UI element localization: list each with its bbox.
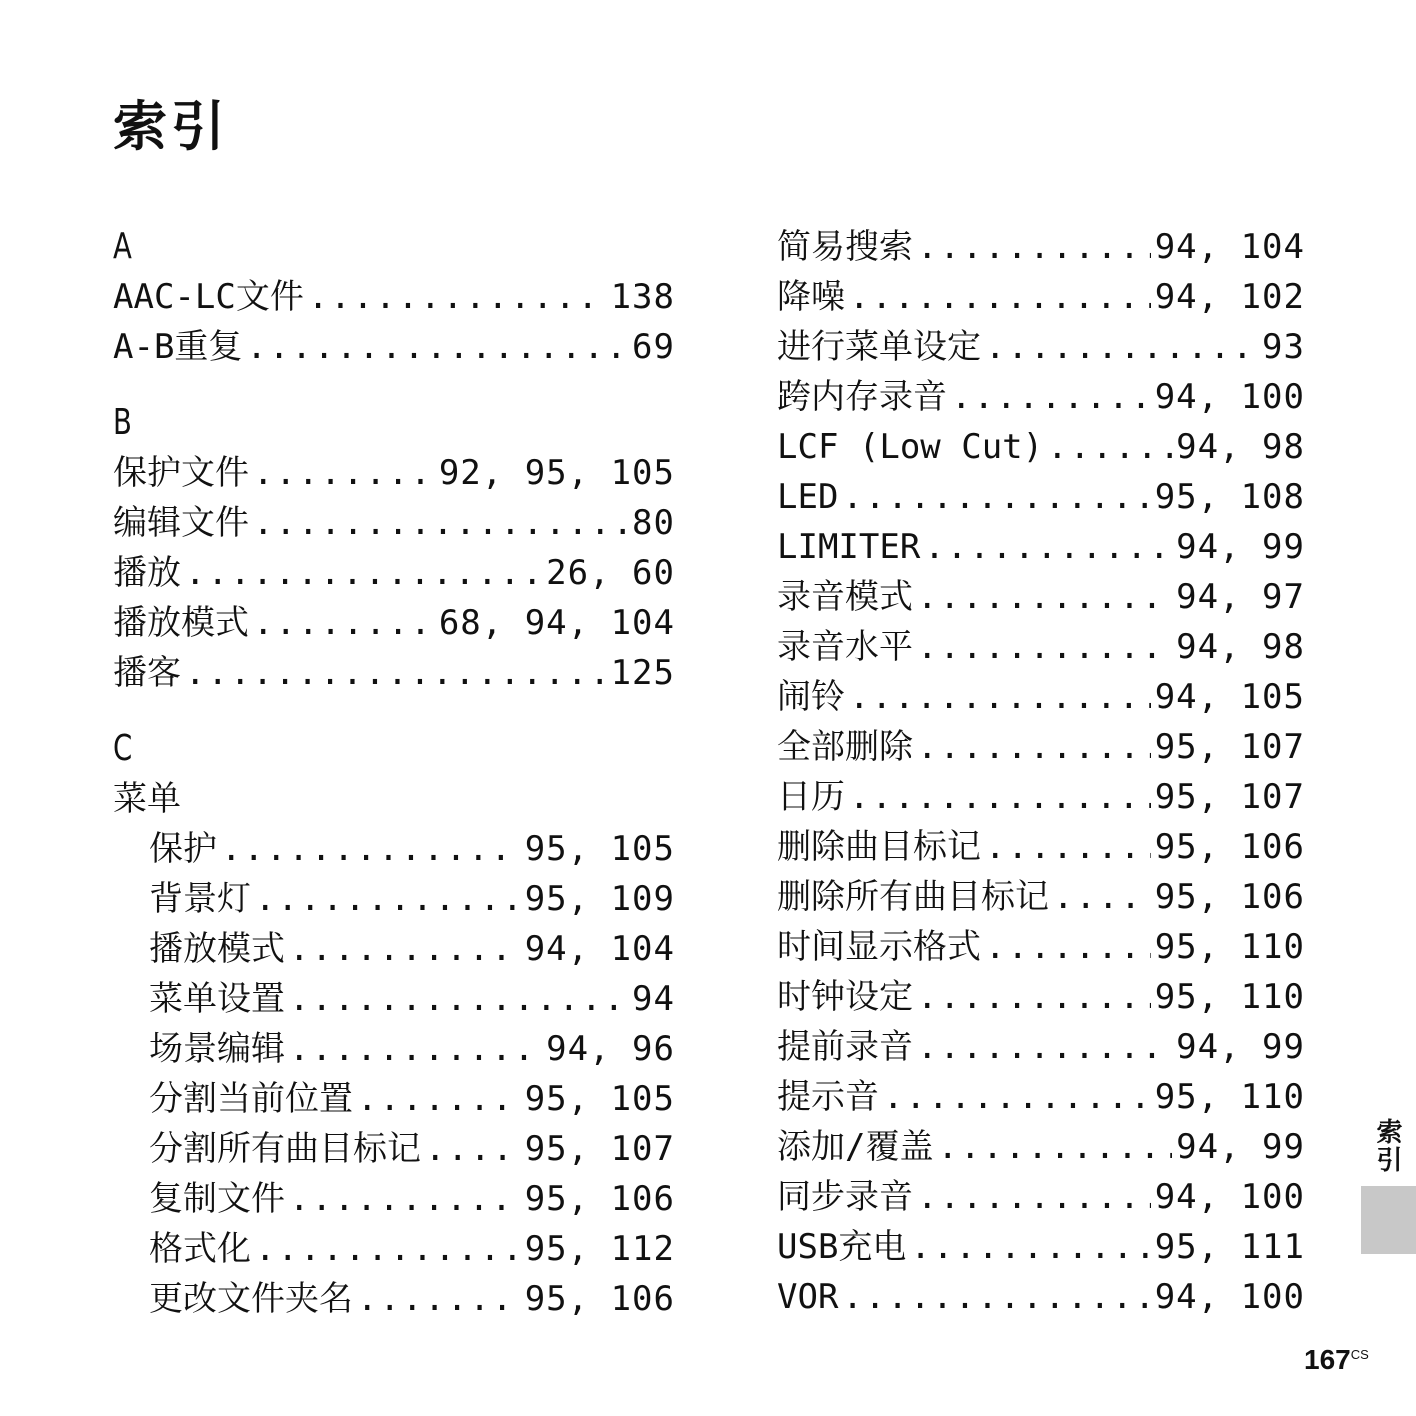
entry-term: A-B重复 [113, 327, 243, 367]
entry-pages: 95, 110 [1154, 927, 1305, 967]
index-section-a [113, 222, 675, 372]
section-letter: A [113, 226, 132, 267]
entry-pages: 94, 105 [1154, 677, 1305, 717]
leader-dots [917, 722, 1151, 772]
page-number-value: 167 [1304, 1344, 1351, 1375]
entry-pages: 93 [1262, 327, 1305, 367]
entry-term: 保护 [149, 829, 217, 869]
side-tab-label: 索引 [1372, 1118, 1402, 1174]
section-letter: B [113, 402, 132, 443]
entry-pages: 94, 104 [524, 929, 675, 969]
entry-pages: 95, 105 [524, 1079, 675, 1119]
index-subentry [113, 924, 675, 974]
entry-pages: 95, 105 [524, 829, 675, 869]
entry-pages: 69 [632, 327, 675, 367]
entry-term: 播放模式 [149, 929, 285, 969]
leader-dots [1047, 422, 1172, 472]
leader-dots [951, 372, 1151, 422]
leader-dots [425, 1124, 521, 1174]
entry-term: 日历 [777, 777, 845, 817]
entry-pages: 95, 110 [1154, 1077, 1305, 1117]
entry-term: AAC-LC文件 [113, 277, 304, 317]
entry-term: 更改文件夹名 [149, 1279, 353, 1319]
index-subentry [113, 1224, 675, 1274]
index-subentry [113, 1124, 675, 1174]
entry-pages: 94, 100 [1154, 377, 1305, 417]
entry-pages: 94, 99 [1176, 527, 1305, 567]
entry-term: 菜单设置 [149, 979, 285, 1019]
page-number [1304, 1346, 1369, 1374]
index-entry [777, 422, 1305, 472]
index-entry [113, 598, 675, 648]
entry-term: 同步录音 [777, 1177, 913, 1217]
entry-pages: 94, 99 [1176, 1027, 1305, 1067]
index-entry [777, 372, 1305, 422]
leader-dots [255, 874, 521, 924]
entry-pages: 125 [610, 653, 675, 693]
entry-pages: 95, 107 [524, 1129, 675, 1169]
index-subentry [113, 1024, 675, 1074]
entry-term: 提示音 [777, 1077, 879, 1117]
leader-dots [255, 1224, 521, 1274]
index-entry [113, 322, 675, 372]
entry-term: 时钟设定 [777, 977, 913, 1017]
leader-dots [246, 322, 628, 372]
entry-pages: 94, 98 [1176, 427, 1305, 467]
entry-term: 播放模式 [113, 603, 249, 643]
index-entry [777, 772, 1305, 822]
entry-pages: 95, 110 [1154, 977, 1305, 1017]
leader-dots [185, 548, 542, 598]
index-entry [777, 922, 1305, 972]
index-entry [113, 272, 675, 322]
entry-term: 跨内存录音 [777, 377, 947, 417]
entry-term: 简易搜索 [777, 227, 913, 267]
entry-pages: 94, 104 [1154, 227, 1305, 267]
section-letter: C [113, 728, 133, 769]
entry-pages: 26, 60 [546, 553, 675, 593]
entry-pages: 94, 100 [1154, 1277, 1305, 1317]
index-entry [777, 1072, 1305, 1122]
entry-pages: 92, 95, 105 [438, 453, 675, 493]
leader-dots [917, 972, 1151, 1022]
entry-pages: 94, 97 [1176, 577, 1305, 617]
entry-pages: 94, 99 [1176, 1127, 1305, 1167]
entry-pages: 95, 107 [1154, 727, 1305, 767]
entry-term: 全部删除 [777, 727, 913, 767]
index-entry [777, 1172, 1305, 1222]
index-entry [113, 498, 675, 548]
entry-term: USB充电 [777, 1227, 907, 1267]
entry-term: 编辑文件 [113, 503, 249, 543]
leader-dots [253, 448, 435, 498]
leader-dots [985, 822, 1151, 872]
entry-pages: 94 [632, 979, 675, 1019]
index-entry [777, 1272, 1305, 1322]
leader-dots [289, 974, 628, 1024]
leader-dots [917, 622, 1172, 672]
index-entry [777, 522, 1305, 572]
index-entry [777, 1222, 1305, 1272]
entry-pages: 95, 106 [524, 1279, 675, 1319]
leader-dots [917, 1172, 1151, 1222]
entry-term: 复制文件 [149, 1179, 285, 1219]
leader-dots [937, 1122, 1172, 1172]
index-entry [777, 672, 1305, 722]
entry-term: 播客 [113, 653, 181, 693]
index-entry [777, 572, 1305, 622]
leader-dots [849, 772, 1151, 822]
entry-term: 录音模式 [777, 577, 913, 617]
entry-pages: 95, 106 [1154, 827, 1305, 867]
entry-term: 删除曲目标记 [777, 827, 981, 867]
entry-pages: 95, 111 [1154, 1227, 1305, 1267]
entry-pages: 95, 112 [524, 1229, 675, 1269]
entry-term: LCF (Low Cut) [777, 427, 1044, 467]
index-entry [113, 548, 675, 598]
leader-dots [849, 272, 1151, 322]
leader-dots [185, 648, 607, 698]
page-number-suffix: CS [1350, 1347, 1369, 1362]
entry-term: 场景编辑 [149, 1029, 285, 1069]
index-subentry [113, 1174, 675, 1224]
leader-dots [917, 1022, 1172, 1072]
entry-term: 时间显示格式 [777, 927, 981, 967]
index-right-column [777, 222, 1305, 1322]
entry-term: 进行菜单设定 [777, 327, 981, 367]
leader-dots [883, 1072, 1151, 1122]
index-entry [777, 222, 1305, 272]
index-entry [777, 722, 1305, 772]
entry-term: 降噪 [777, 277, 845, 317]
leader-dots [917, 572, 1172, 622]
entry-term: 背景灯 [149, 879, 251, 919]
index-subentry [113, 824, 675, 874]
entry-pages: 95, 106 [1154, 877, 1305, 917]
entry-pages: 68, 94, 104 [438, 603, 675, 643]
index-entry [777, 1022, 1305, 1072]
index-section-b [113, 398, 675, 698]
entry-pages: 95, 107 [1154, 777, 1305, 817]
entry-pages: 80 [632, 503, 675, 543]
leader-dots [842, 1272, 1150, 1322]
index-entry [777, 872, 1305, 922]
entry-pages: 138 [610, 277, 675, 317]
entry-term: 闹铃 [777, 677, 845, 717]
leader-dots [1053, 872, 1151, 922]
index-left-column [113, 222, 675, 1324]
index-subentry [113, 1074, 675, 1124]
entry-term: 格式化 [149, 1229, 251, 1269]
leader-dots [924, 522, 1172, 572]
entry-pages: 94, 98 [1176, 627, 1305, 667]
entry-term: 分割所有曲目标记 [149, 1129, 421, 1169]
entry-term: 播放 [113, 553, 181, 593]
leader-dots [842, 472, 1150, 522]
index-entry [113, 648, 675, 698]
leader-dots [253, 598, 435, 648]
entry-pages: 94, 102 [1154, 277, 1305, 317]
entry-term: LIMITER [777, 527, 921, 567]
leader-dots [985, 922, 1151, 972]
entry-pages: 94, 96 [546, 1029, 675, 1069]
leader-dots [357, 1274, 521, 1324]
leader-dots [308, 272, 607, 322]
index-entry [777, 822, 1305, 872]
entry-term: LED [777, 477, 839, 517]
entry-term: 提前录音 [777, 1027, 913, 1067]
leader-dots [289, 1024, 542, 1074]
index-heading-entry: 菜单 [113, 779, 181, 819]
leader-dots [253, 498, 628, 548]
leader-dots [221, 824, 521, 874]
entry-term: 删除所有曲目标记 [777, 877, 1049, 917]
entry-term: 保护文件 [113, 453, 249, 493]
leader-dots [910, 1222, 1150, 1272]
leader-dots [357, 1074, 521, 1124]
index-section-c [113, 724, 675, 1324]
entry-pages: 95, 108 [1154, 477, 1305, 517]
index-entry [777, 322, 1305, 372]
leader-dots [985, 322, 1258, 372]
leader-dots [917, 222, 1151, 272]
entry-pages: 95, 106 [524, 1179, 675, 1219]
index-entry [777, 472, 1305, 522]
index-entry [113, 448, 675, 498]
entry-term: 录音水平 [777, 627, 913, 667]
entry-term: VOR [777, 1277, 839, 1317]
index-entry [777, 972, 1305, 1022]
side-tab-marker [1361, 1186, 1416, 1254]
entry-pages: 95, 109 [524, 879, 675, 919]
index-subentry [113, 974, 675, 1024]
index-subentry [113, 1274, 675, 1324]
entry-pages: 94, 100 [1154, 1177, 1305, 1217]
leader-dots [849, 672, 1151, 722]
leader-dots [289, 924, 521, 974]
index-entry [777, 622, 1305, 672]
page-title: 索引 [113, 95, 229, 158]
index-entry [777, 1122, 1305, 1172]
leader-dots [289, 1174, 521, 1224]
index-entry [777, 272, 1305, 322]
index-subentry [113, 874, 675, 924]
entry-term: 添加/覆盖 [777, 1127, 934, 1167]
entry-term: 分割当前位置 [149, 1079, 353, 1119]
